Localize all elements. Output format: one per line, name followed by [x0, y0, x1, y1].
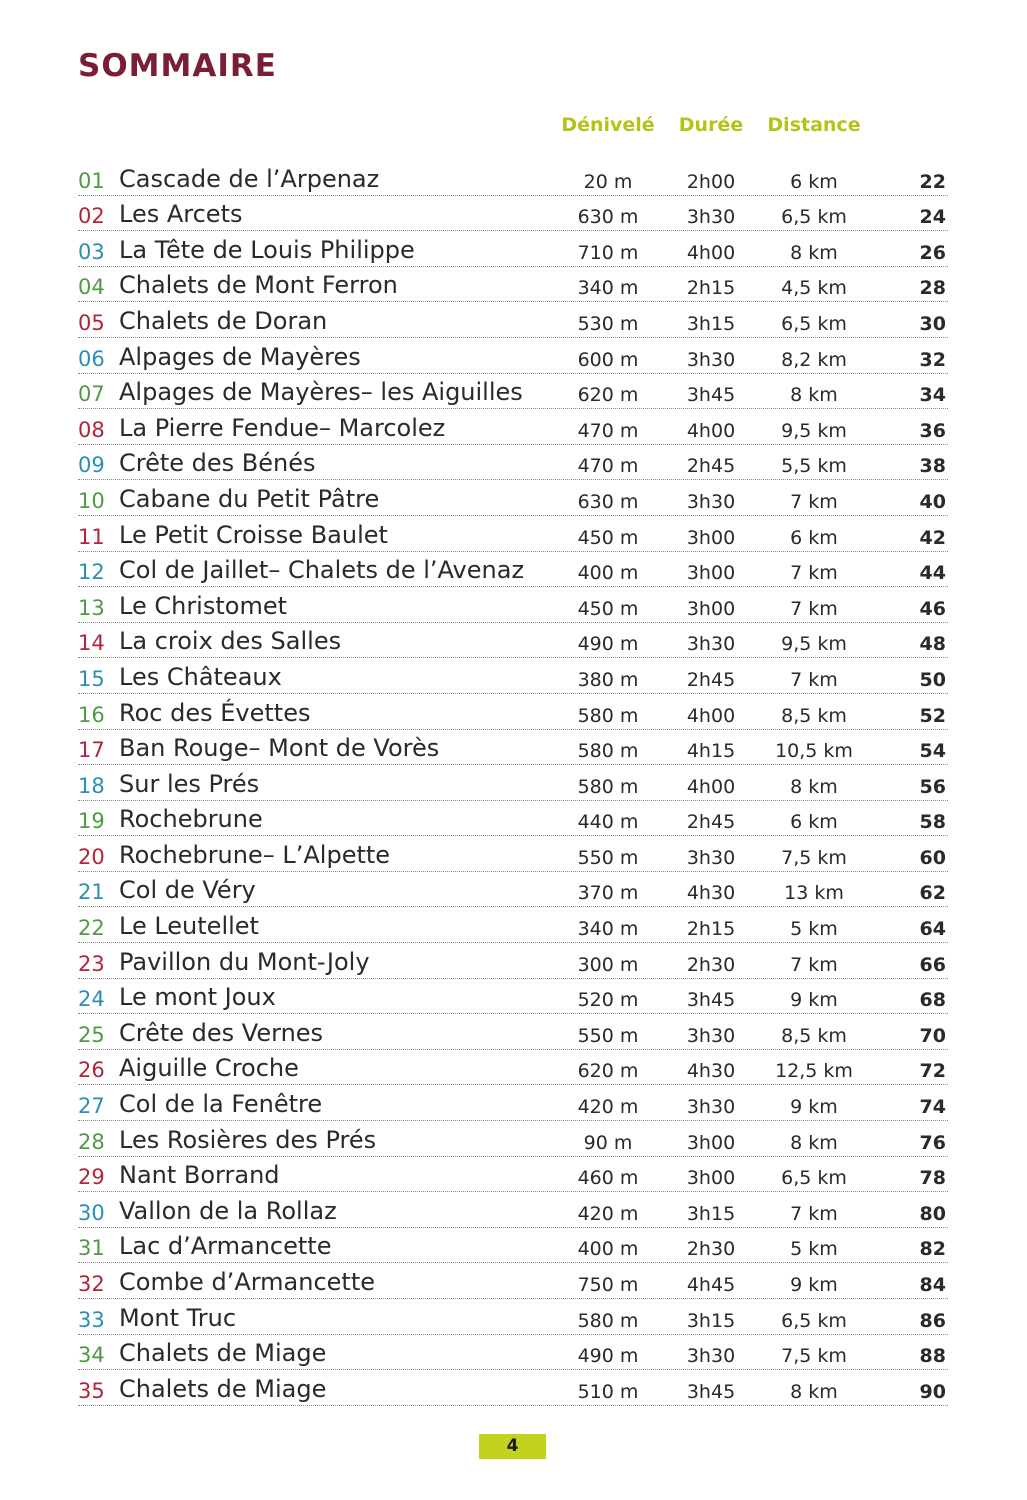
- elevation-gain: 420 m: [577, 1096, 639, 1119]
- row-number: 31: [78, 1236, 105, 1261]
- row-number: 04: [78, 275, 105, 300]
- row-number: 29: [78, 1165, 105, 1190]
- hike-name: La Pierre Fendue– Marcolez: [119, 413, 446, 442]
- elevation-gain: 420 m: [577, 1202, 639, 1225]
- duration: 4h30: [686, 882, 736, 905]
- hike-name: Chalets de Mont Ferron: [119, 271, 398, 300]
- page-ref: 82: [919, 1238, 946, 1261]
- page-ref: 78: [919, 1167, 946, 1190]
- elevation-gain: 580 m: [577, 740, 639, 763]
- distance: 8,2 km: [781, 348, 847, 371]
- duration: 3h15: [686, 1202, 736, 1225]
- duration: 3h30: [686, 1024, 736, 1047]
- duration: 2h15: [686, 918, 736, 941]
- duration: 3h30: [686, 1345, 736, 1368]
- row-number: 22: [78, 916, 105, 941]
- page-ref: 76: [919, 1131, 946, 1154]
- row-number: 28: [78, 1129, 105, 1154]
- duration: 3h30: [686, 206, 736, 229]
- table-row[interactable]: [78, 1335, 948, 1371]
- hike-name: Le Christomet: [119, 591, 287, 620]
- elevation-gain: 380 m: [577, 668, 639, 691]
- table-row[interactable]: [78, 1050, 948, 1086]
- row-number: 06: [78, 346, 105, 371]
- duration: 4h00: [686, 419, 736, 442]
- distance: 6 km: [790, 526, 838, 549]
- page-ref: 62: [919, 882, 946, 905]
- duration: 4h45: [686, 1274, 736, 1296]
- header-distance: Distance: [767, 114, 861, 136]
- hike-name: Les Arcets: [119, 200, 243, 229]
- distance: 7 km: [790, 1202, 838, 1225]
- distance: 12,5 km: [775, 1060, 853, 1083]
- elevation-gain: 710 m: [577, 241, 639, 264]
- elevation-gain: 580 m: [577, 1309, 639, 1332]
- hike-name: Rochebrune– L’Alpette: [119, 840, 391, 869]
- duration: 3h30: [686, 348, 736, 371]
- elevation-gain: 440 m: [577, 811, 639, 834]
- page-ref: 22: [919, 170, 946, 193]
- page-ref: 50: [919, 668, 946, 691]
- row-number: 17: [78, 738, 105, 763]
- page-ref: 86: [919, 1309, 946, 1332]
- duration: 4h15: [686, 740, 736, 763]
- table-row[interactable]: [78, 1228, 948, 1264]
- duration: 4h00: [686, 775, 736, 798]
- table-row[interactable]: [78, 374, 948, 410]
- elevation-gain: 630 m: [577, 490, 639, 513]
- hike-name: La Tête de Louis Philippe: [119, 235, 415, 264]
- duration: 3h00: [686, 526, 736, 549]
- table-row[interactable]: [78, 1192, 948, 1228]
- elevation-gain: 550 m: [577, 846, 639, 869]
- distance: 7 km: [790, 597, 838, 620]
- row-number: 27: [78, 1094, 105, 1119]
- elevation-gain: 400 m: [577, 562, 639, 585]
- page-ref: 88: [919, 1345, 946, 1368]
- distance: 8 km: [790, 775, 838, 798]
- elevation-gain: 580 m: [577, 704, 639, 727]
- distance: 6,5 km: [781, 1309, 847, 1332]
- page-ref: 44: [919, 562, 946, 585]
- distance: 5,5 km: [781, 455, 847, 478]
- duration: 3h45: [686, 989, 736, 1012]
- row-number: 19: [78, 809, 105, 834]
- duration: 4h30: [686, 1060, 736, 1083]
- table-row[interactable]: [78, 943, 948, 979]
- hike-name: Lac d’Armancette: [119, 1232, 332, 1261]
- hike-name: Chalets de Miage: [119, 1374, 327, 1403]
- duration: 2h00: [686, 170, 736, 193]
- table-row[interactable]: [78, 1085, 948, 1121]
- elevation-gain: 490 m: [577, 1345, 639, 1368]
- duration: 3h30: [686, 633, 736, 656]
- row-number: 10: [78, 488, 105, 513]
- elevation-gain: 470 m: [577, 419, 639, 442]
- duration: 3h15: [686, 1309, 736, 1332]
- distance: 8,5 km: [781, 1024, 847, 1047]
- duration: 3h00: [686, 1167, 736, 1190]
- distance: 8 km: [790, 384, 838, 407]
- distance: 6,5 km: [781, 312, 847, 335]
- table-row[interactable]: [78, 552, 948, 588]
- distance: 5 km: [790, 1238, 838, 1261]
- table-row[interactable]: [78, 836, 948, 872]
- page-ref: 46: [919, 597, 946, 620]
- distance: 6,5 km: [781, 1167, 847, 1190]
- page-number: 4: [479, 1434, 546, 1459]
- hike-name: Nant Borrand: [119, 1161, 280, 1190]
- table-row[interactable]: [78, 979, 948, 1015]
- page-ref: 36: [919, 419, 946, 442]
- table-row[interactable]: [78, 730, 948, 766]
- duration: 2h30: [686, 953, 736, 976]
- elevation-gain: 620 m: [577, 1060, 639, 1083]
- distance: 7,5 km: [781, 1345, 847, 1368]
- page-ref: 38: [919, 455, 946, 478]
- elevation-gain: 620 m: [577, 384, 639, 407]
- table-row[interactable]: [78, 516, 948, 552]
- distance: 9 km: [790, 1096, 838, 1119]
- elevation-gain: 750 m: [577, 1274, 639, 1296]
- page-ref: 60: [919, 846, 946, 869]
- elevation-gain: 300 m: [577, 953, 639, 976]
- row-number: 08: [78, 417, 105, 442]
- page-ref: 42: [919, 526, 946, 549]
- page-ref: 56: [919, 775, 946, 798]
- distance: 9 km: [790, 989, 838, 1012]
- hike-name: Alpages de Mayères: [119, 342, 361, 371]
- distance: 9,5 km: [781, 419, 847, 442]
- hike-name: Combe d’Armancette: [119, 1268, 376, 1296]
- row-number: 03: [78, 239, 105, 264]
- hike-name: Rochebrune: [119, 805, 263, 834]
- page-ref: 90: [919, 1380, 946, 1403]
- row-number: 23: [78, 951, 105, 976]
- table-row[interactable]: [78, 623, 948, 659]
- elevation-gain: 550 m: [577, 1024, 639, 1047]
- distance: 7 km: [790, 562, 838, 585]
- contents-table: [78, 160, 948, 1406]
- hike-name: Chalets de Doran: [119, 306, 328, 335]
- table-row[interactable]: [78, 338, 948, 374]
- duration: 2h30: [686, 1238, 736, 1261]
- hike-name: Alpages de Mayères– les Aiguilles: [119, 378, 523, 407]
- distance: 8 km: [790, 1131, 838, 1154]
- elevation-gain: 510 m: [577, 1380, 639, 1403]
- elevation-gain: 580 m: [577, 775, 639, 798]
- distance: 13 km: [784, 882, 844, 905]
- row-number: 20: [78, 844, 105, 869]
- row-number: 09: [78, 453, 105, 478]
- page-ref: 74: [919, 1096, 946, 1119]
- table-row[interactable]: [78, 765, 948, 801]
- distance: 8 km: [790, 241, 838, 264]
- row-number: 16: [78, 702, 105, 727]
- table-row[interactable]: [78, 872, 948, 908]
- elevation-gain: 490 m: [577, 633, 639, 656]
- table-row[interactable]: [78, 480, 948, 516]
- page-ref: 66: [919, 953, 946, 976]
- row-number: 26: [78, 1058, 105, 1083]
- duration: 3h30: [686, 490, 736, 513]
- hike-name: Col de la Fenêtre: [119, 1090, 323, 1119]
- page-ref: 40: [919, 490, 946, 513]
- table-row[interactable]: [78, 694, 948, 730]
- row-number: 14: [78, 631, 105, 656]
- duration: 2h15: [686, 277, 736, 300]
- duration: 4h00: [686, 241, 736, 264]
- table-row[interactable]: [78, 907, 948, 943]
- table-row[interactable]: [78, 196, 948, 232]
- distance: 4,5 km: [781, 277, 847, 300]
- distance: 7 km: [790, 490, 838, 513]
- elevation-gain: 600 m: [577, 348, 639, 371]
- hike-name: Cabane du Petit Pâtre: [119, 484, 380, 513]
- table-row[interactable]: [78, 409, 948, 445]
- row-number: 13: [78, 595, 105, 620]
- page-ref: 70: [919, 1024, 946, 1047]
- hike-name: Les Châteaux: [119, 662, 282, 691]
- duration: 2h45: [686, 668, 736, 691]
- row-number: 34: [78, 1343, 105, 1368]
- page-ref: 58: [919, 811, 946, 834]
- page-ref: 52: [919, 704, 946, 727]
- elevation-gain: 460 m: [577, 1167, 639, 1190]
- hike-name: Les Rosières des Prés: [119, 1125, 377, 1154]
- table-row[interactable]: [78, 160, 948, 196]
- hike-name: Crête des Vernes: [119, 1018, 324, 1047]
- distance: 9 km: [790, 1274, 838, 1296]
- header-duree: Durée: [678, 114, 744, 136]
- hike-name: Le mont Joux: [119, 983, 276, 1012]
- table-row[interactable]: [78, 1121, 948, 1157]
- hike-name: Sur les Prés: [119, 769, 260, 798]
- table-row[interactable]: [78, 267, 948, 303]
- row-number: 05: [78, 310, 105, 335]
- hike-name: Ban Rouge– Mont de Vorès: [119, 734, 440, 763]
- distance: 5 km: [790, 918, 838, 941]
- duration: 2h45: [686, 811, 736, 834]
- table-row[interactable]: [78, 587, 948, 623]
- duration: 2h45: [686, 455, 736, 478]
- hike-name: Vallon de la Rollaz: [119, 1196, 337, 1225]
- elevation-gain: 340 m: [577, 277, 639, 300]
- distance: 8,5 km: [781, 704, 847, 727]
- hike-name: Aiguille Croche: [119, 1054, 299, 1083]
- distance: 7 km: [790, 668, 838, 691]
- page-ref: 68: [919, 989, 946, 1012]
- row-number: 25: [78, 1022, 105, 1047]
- distance: 6,5 km: [781, 206, 847, 229]
- row-number: 11: [78, 524, 105, 549]
- distance: 8 km: [790, 1380, 838, 1403]
- elevation-gain: 90 m: [583, 1131, 633, 1154]
- hike-name: Mont Truc: [119, 1303, 237, 1332]
- duration: 3h30: [686, 846, 736, 869]
- page-ref: 34: [919, 384, 946, 407]
- table-row[interactable]: [78, 1014, 948, 1050]
- page-ref: 84: [919, 1274, 946, 1296]
- elevation-gain: 520 m: [577, 989, 639, 1012]
- hike-name: Pavillon du Mont-Joly: [119, 947, 370, 976]
- duration: 3h00: [686, 562, 736, 585]
- page-ref: 26: [919, 241, 946, 264]
- page-ref: 72: [919, 1060, 946, 1083]
- elevation-gain: 450 m: [577, 526, 639, 549]
- duration: 3h30: [686, 1096, 736, 1119]
- page-ref: 54: [919, 740, 946, 763]
- elevation-gain: 630 m: [577, 206, 639, 229]
- page-ref: 24: [919, 206, 946, 229]
- page-ref: 48: [919, 633, 946, 656]
- duration: 3h00: [686, 597, 736, 620]
- distance: 10,5 km: [775, 740, 853, 763]
- duration: 3h45: [686, 1380, 736, 1403]
- table-row[interactable]: [78, 1263, 948, 1299]
- duration: 3h15: [686, 312, 736, 335]
- row-number: 07: [78, 382, 105, 407]
- table-row[interactable]: [78, 1299, 948, 1335]
- row-number: 12: [78, 560, 105, 585]
- page-ref: 28: [919, 277, 946, 300]
- distance: 6 km: [790, 170, 838, 193]
- hike-name: Col de Jaillet– Chalets de l’Avenaz: [119, 556, 525, 585]
- elevation-gain: 370 m: [577, 882, 639, 905]
- hike-name: Roc des Évettes: [119, 698, 311, 727]
- table-row[interactable]: [78, 445, 948, 481]
- page-ref: 80: [919, 1202, 946, 1225]
- page-ref: 64: [919, 918, 946, 941]
- page-title: SOMMAIRE: [78, 48, 277, 84]
- row-number: 35: [78, 1378, 105, 1403]
- distance: 9,5 km: [781, 633, 847, 656]
- hike-name: Cascade de l’Arpenaz: [119, 164, 380, 193]
- distance: 7,5 km: [781, 846, 847, 869]
- duration: 3h00: [686, 1131, 736, 1154]
- duration: 4h00: [686, 704, 736, 727]
- elevation-gain: 530 m: [577, 312, 639, 335]
- hike-name: Col de Véry: [119, 876, 256, 905]
- hike-name: La croix des Salles: [119, 627, 342, 656]
- table-row[interactable]: [78, 658, 948, 694]
- hike-name: Crête des Bénés: [119, 449, 316, 478]
- row-number: 21: [78, 880, 105, 905]
- table-row[interactable]: [78, 1157, 948, 1193]
- row-number: 24: [78, 987, 105, 1012]
- row-number: 15: [78, 666, 105, 691]
- page-ref: 32: [919, 348, 946, 371]
- row-number: 32: [78, 1272, 105, 1296]
- distance: 6 km: [790, 811, 838, 834]
- elevation-gain: 20 m: [583, 170, 633, 193]
- hike-name: Le Leutellet: [119, 912, 259, 941]
- row-number: 01: [78, 168, 105, 193]
- table-row[interactable]: [78, 801, 948, 837]
- table-row[interactable]: [78, 1370, 948, 1406]
- distance: 7 km: [790, 953, 838, 976]
- row-number: 30: [78, 1200, 105, 1225]
- row-number: 33: [78, 1307, 105, 1332]
- row-number: 02: [78, 204, 105, 229]
- row-number: 18: [78, 773, 105, 798]
- hike-name: Chalets de Miage: [119, 1339, 327, 1368]
- table-row[interactable]: [78, 302, 948, 338]
- elevation-gain: 400 m: [577, 1238, 639, 1261]
- header-denivele: Dénivelé: [561, 114, 655, 136]
- page-ref: 30: [919, 312, 946, 335]
- elevation-gain: 450 m: [577, 597, 639, 620]
- elevation-gain: 470 m: [577, 455, 639, 478]
- hike-name: Le Petit Croisse Baulet: [119, 520, 388, 549]
- elevation-gain: 340 m: [577, 918, 639, 941]
- table-row[interactable]: [78, 231, 948, 267]
- duration: 3h45: [686, 384, 736, 407]
